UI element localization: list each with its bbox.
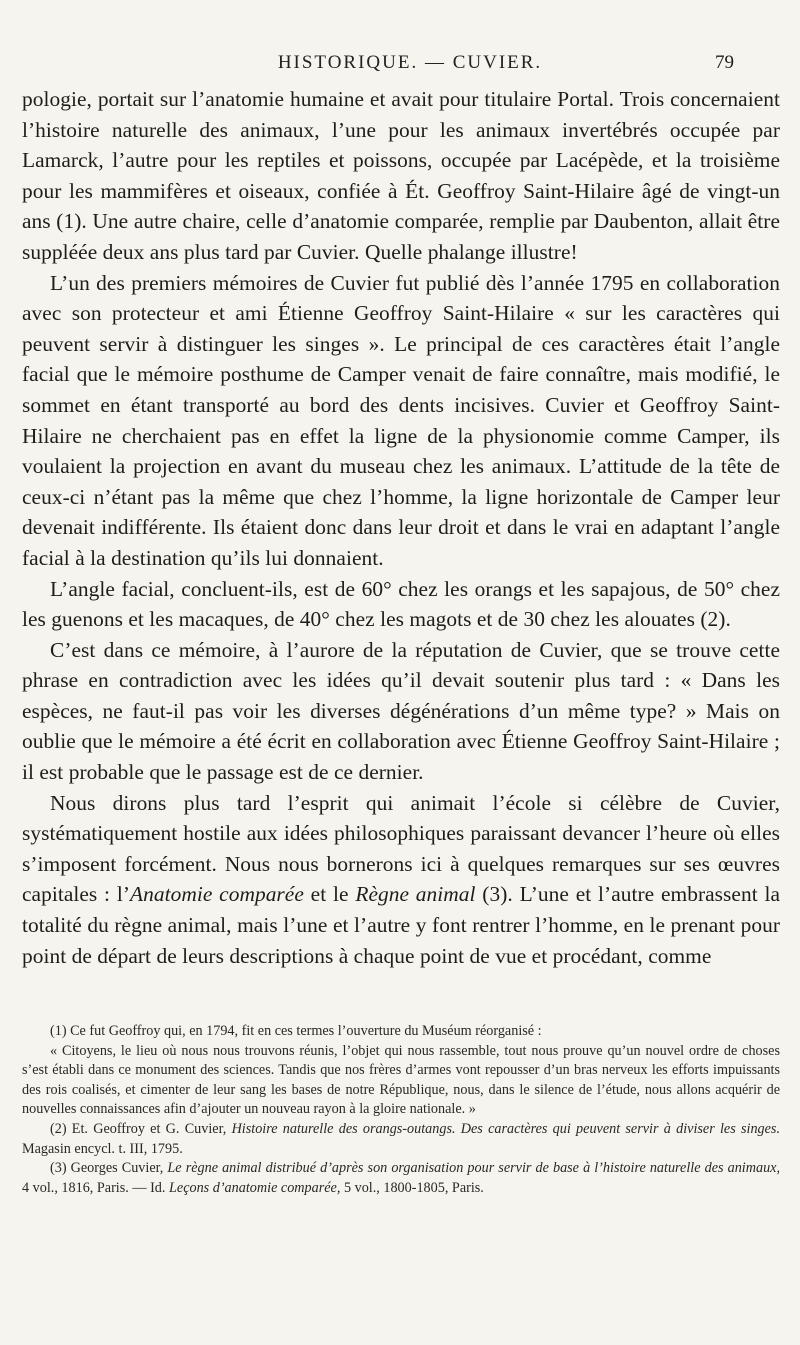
footnote-2-text-b: Magasin encycl. t. III, 1795.	[22, 1140, 183, 1157]
footnote-3	[22, 1159, 780, 1198]
paragraph-5	[22, 788, 780, 972]
footnotes	[22, 1022, 780, 1198]
paragraph-5-text-c: (3). L’une et l’autre embrassent la totalité du règne animal, mais l’une et l’autre y font rentrer l’homme, en le prenant pour point de départ de leurs descriptions à chaque point de vue et procédant, comme	[22, 882, 781, 968]
running-title: HISTORIQUE. — CUVIER.	[277, 52, 543, 73]
paragraph-1: pologie, portait sur l’anatomie humaine et avait pour titulaire Portal. Trois concernaient l’histoire naturelle des animaux, l’une pour les animaux invertébrés occupée par Lamarck, l’autre pour les reptiles et poissons, occupée par Lacépède, et la troisième pour les mammifères et oiseaux, confiée à Ét. Geoffroy Saint-Hilaire âgé de vingt-un ans (1). Une autre chaire, celle d’anatomie comparée, remplie par Daubenton, allait être suppléée deux ans plus tard par Cuvier. Quelle phalange illustre!	[22, 87, 780, 264]
paragraph-5-text-a: Nous dirons plus tard l’esprit qui animait l’école si célèbre de Cuvier, systématiquement hostile aux idées philosophiques paraissant devancer l’heure où elles s’imposent forcément. Nous nous bornerons ici à quelques remarques sur ses œuvres capitales : l’	[22, 790, 780, 907]
footnote-3-text-b: 4 vol., 1816, Paris. — Id.	[22, 1179, 169, 1196]
footnote-3-title-1: Le règne animal distribué d’après son organisation pour servir de base à l’histoire naturelle des animaux,	[167, 1160, 781, 1177]
main-text	[22, 84, 780, 971]
footnote-3-text-c: 5 vol., 1800-1805, Paris.	[340, 1179, 484, 1196]
paragraph-4: C’est dans ce mémoire, à l’aurore de la réputation de Cuvier, que se trouve cette phrase en contradiction avec les idées qu’il devait soutenir plus tard : « Dans les espèces, ne faut-il pas voir les diverses dégénérations d’un même type? » Mais on oublie que le mémoire a été écrit en collaboration avec Étienne Geoffroy Saint-Hilaire ; il est probable que le passage est de ce dernier.	[22, 637, 780, 785]
page-number: 79	[715, 52, 734, 73]
paragraph-3: L’angle facial, concluent-ils, est de 60° chez les orangs et les sapajous, de 50° chez les guenons et les macaques, de 40° chez les magots et de 30 chez les alouates (2).	[22, 576, 780, 632]
footnote-1-quote: « Citoyens, le lieu où nous nous trouvons réunis, l’objet qui nous rassemble, tout nous prouve qu’un nouvel ordre de choses s’est établi dans ce monument des sciences. Tandis que nos frères d’armes vont repousser d’un bras nerveux les efforts impuissants des rois coalisés, et cimenter de leur sang les bases de notre République, nous, dans le silence de l’étude, nous allons acquérir de nouvelles connaissances afin d’ajouter un nouveau rayon à la gloire nationale. »	[22, 1042, 780, 1118]
footnote-2-title: Histoire naturelle des orangs-outangs. Des caractères qui peuvent servir à diviser les singes.	[231, 1120, 780, 1137]
footnote-1: (1) Ce fut Geoffroy qui, en 1794, fit en ces termes l’ouverture du Muséum réorganisé :	[50, 1023, 542, 1039]
paragraph-5-text-b: et le	[303, 882, 356, 907]
paragraph-2: L’un des premiers mémoires de Cuvier fut publié dès l’année 1795 en collaboration avec son protecteur et ami Étienne Geoffroy Saint-Hilaire « sur les caractères qui peuvent servir à distinguer les singes ». Le principal de ces caractères était l’angle facial que le mémoire posthume de Camper venait de faire connaître, mais modifié, le sommet en étant transporté au bord des dents incisives. Cuvier et Geoffroy Saint-Hilaire ne cherchaient pas en effet la ligne de la physionomie comme Camper, ils voulaient la projection en avant du museau chez les animaux. L’attitude de la tête de ceux-ci n’étant pas la même que chez l’homme, la ligne horizontale de Camper leur devenait indifférente. Ils étaient donc dans leur droit et dans le vrai en adaptant l’angle facial à la destination qu’ils lui donnaient.	[22, 270, 780, 570]
running-header	[100, 52, 734, 76]
footnote-3-title-2: Leçons d’anatomie comparée,	[169, 1179, 341, 1196]
footnote-2-text-a: (2) Et. Geoffroy et G. Cuvier,	[50, 1120, 232, 1137]
footnote-3-text-a: (3) Georges Cuvier,	[50, 1160, 168, 1177]
footnote-2	[22, 1120, 780, 1159]
title-regne-animal: Règne animal	[355, 882, 476, 907]
title-anatomie-comparee: Anatomie comparée	[130, 882, 304, 907]
